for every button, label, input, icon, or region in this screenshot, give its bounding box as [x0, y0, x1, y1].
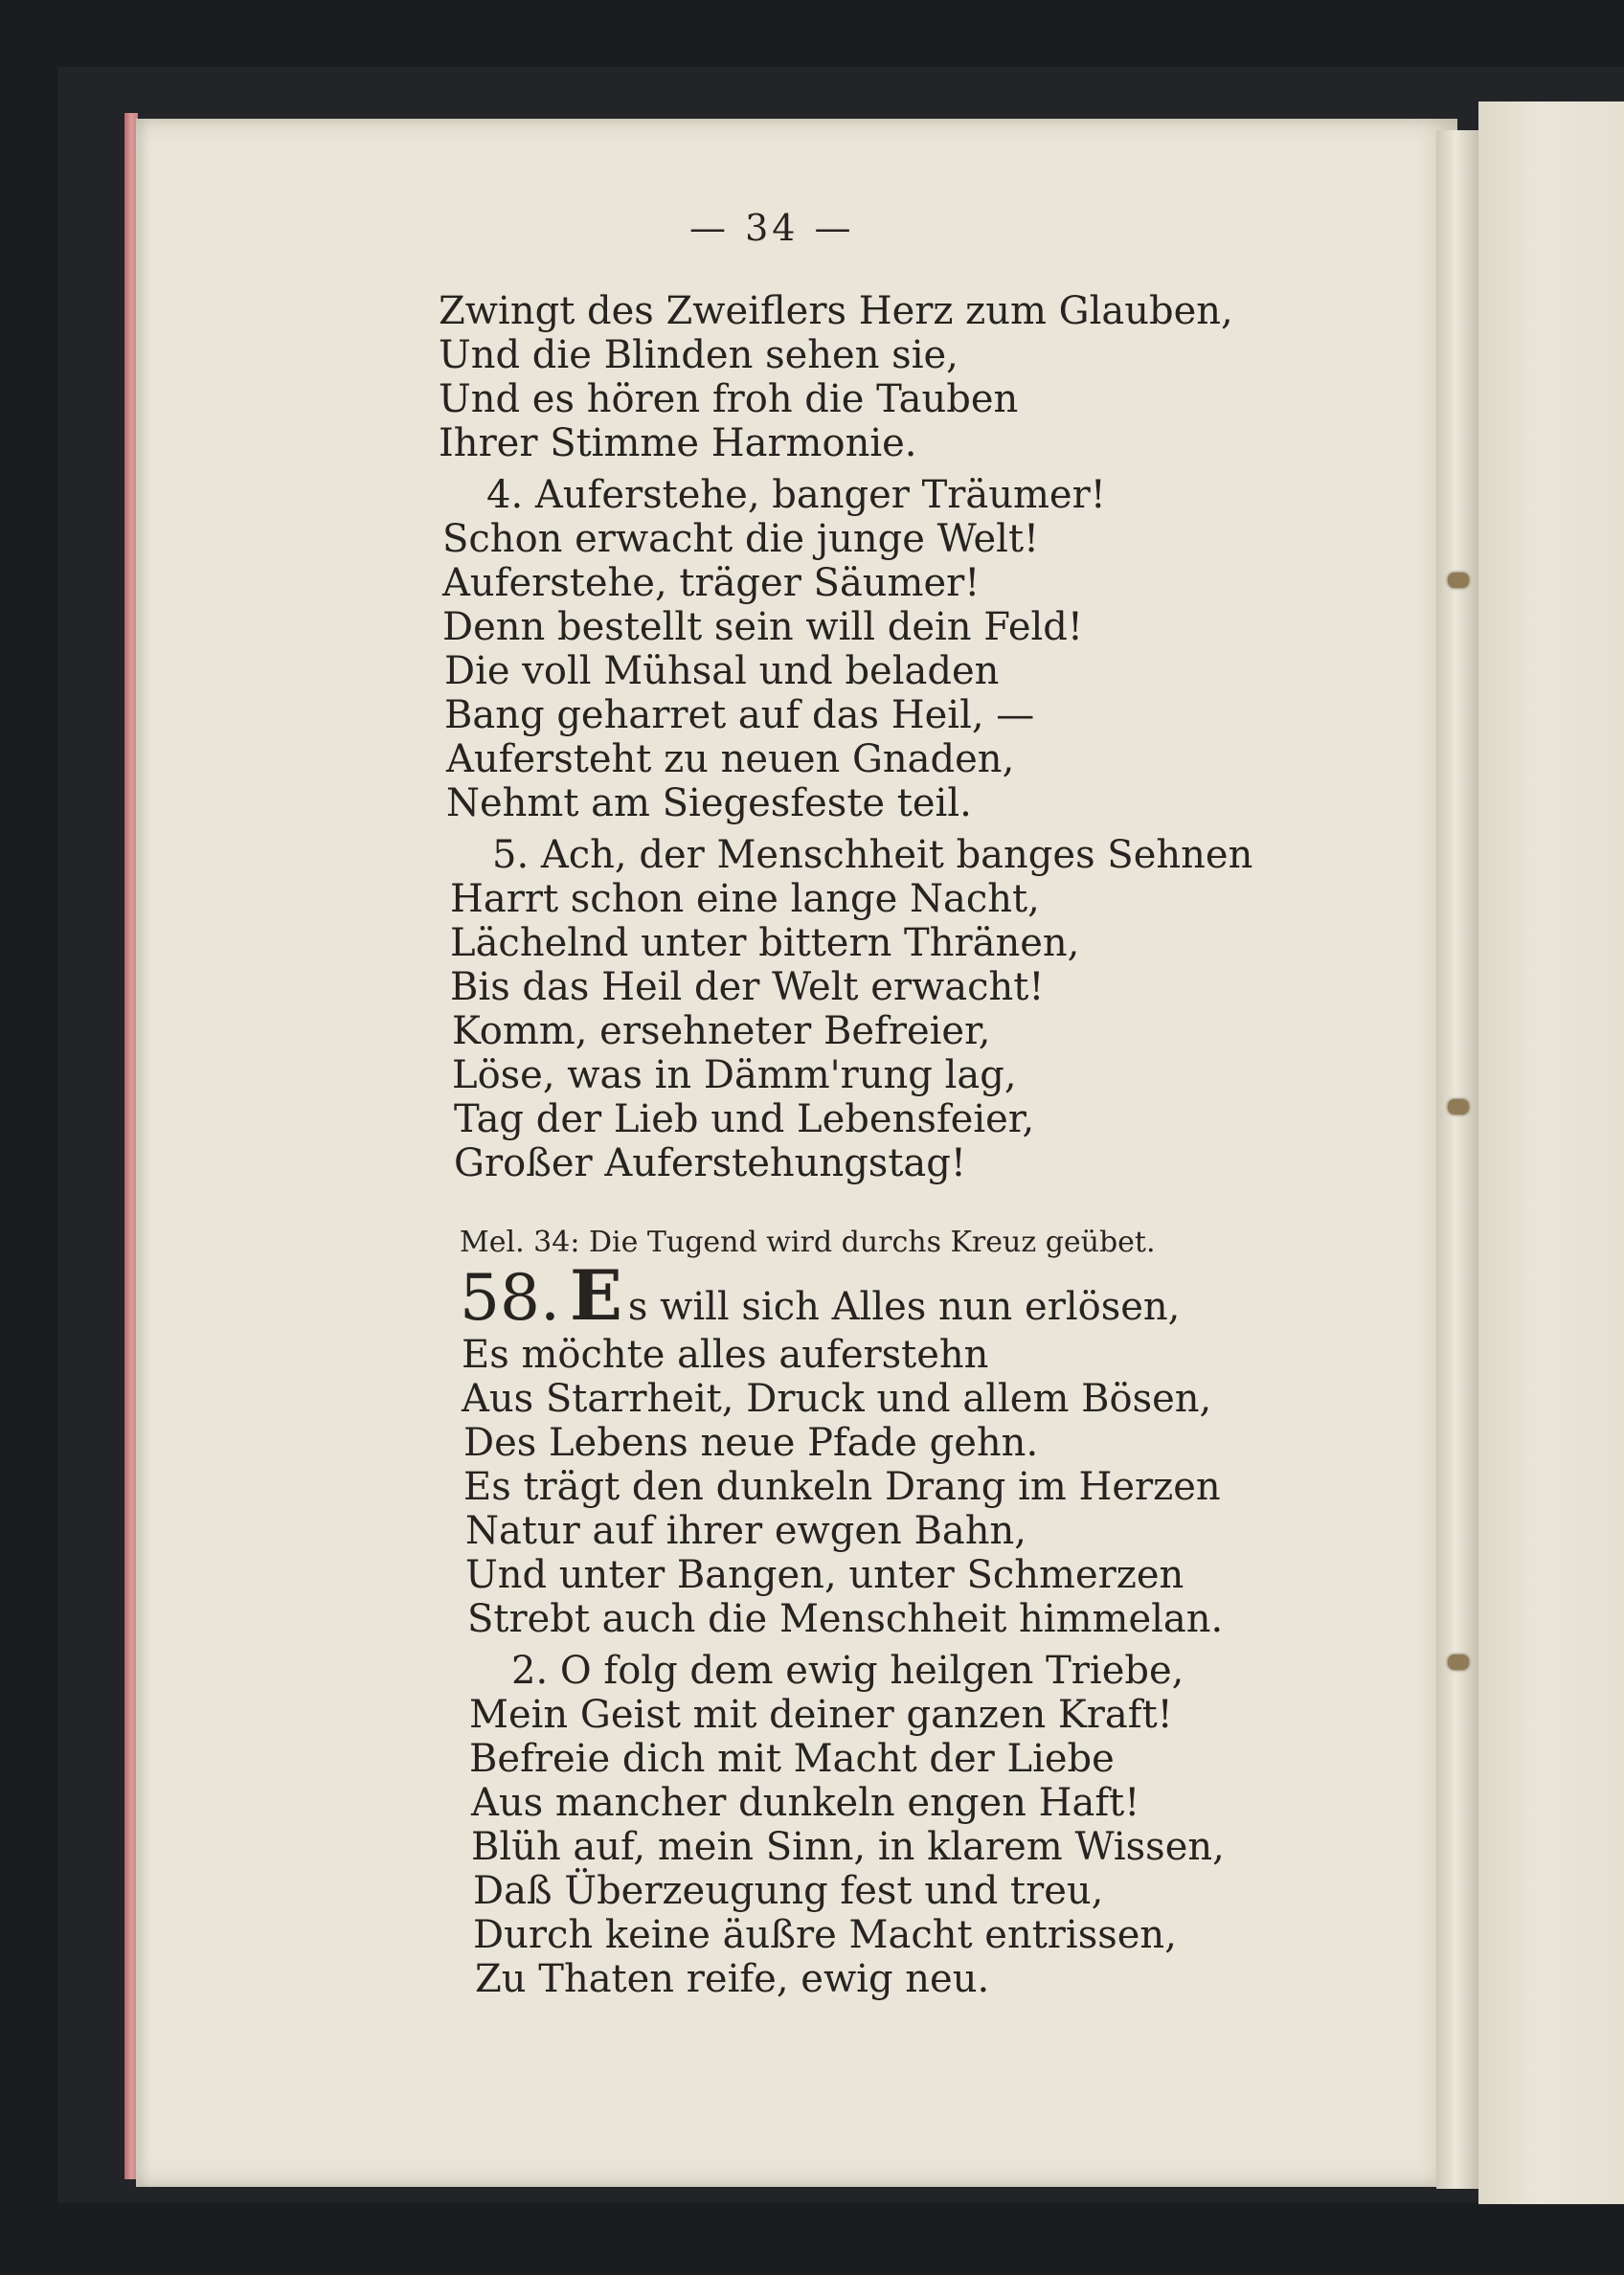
verse-line: Schon erwacht die junge Welt! — [442, 517, 1040, 561]
verse-line: Zu Thaten reife, ewig neu. — [475, 1957, 990, 2001]
verse-line: Löse, was in Dämm'rung lag, — [452, 1053, 1017, 1097]
verse-line: 4. Auferstehe, banger Träumer! — [486, 473, 1106, 517]
hymn-number: 58. — [460, 1261, 560, 1335]
verse-line: Strebt auch die Menschheit himmelan. — [467, 1597, 1224, 1641]
verse-line: Es trägt den dunkeln Drang im Herzen — [463, 1465, 1221, 1509]
verse-line: Bis das Heil der Welt erwacht! — [450, 965, 1045, 1009]
verse-line: Die voll Mühsal und beladen — [444, 649, 1000, 693]
verse-line: Und es hören froh die Tauben — [439, 377, 1019, 421]
verse-line: Lächelnd unter bittern Thränen, — [450, 921, 1080, 965]
verse-line: Und die Blinden sehen sie, — [439, 333, 959, 377]
verse-line: Ihrer Stimme Harmonie. — [439, 421, 917, 465]
verse-line: Auferstehe, träger Säumer! — [442, 561, 981, 605]
page-number: — 34 — — [689, 207, 855, 249]
verse-line: Harrt schon eine lange Nacht, — [450, 877, 1040, 921]
verse-line: Durch keine äußre Macht entrissen, — [473, 1913, 1177, 1957]
verse-line: Tag der Lieb und Lebensfeier, — [454, 1097, 1035, 1141]
verse-line: 5. Ach, der Menschheit banges Sehnen — [492, 833, 1253, 877]
verse-line: Befreie dich mit Macht der Liebe — [469, 1737, 1115, 1781]
verse-line: Natur auf ihrer ewgen Bahn, — [465, 1509, 1026, 1553]
verse-line: Aus Starrheit, Druck und allem Bösen, — [462, 1377, 1212, 1421]
verse-line: Daß Überzeugung fest und treu, — [473, 1869, 1104, 1913]
verse-line: Mein Geist mit deiner ganzen Kraft! — [469, 1693, 1173, 1737]
verse-line: Blüh auf, mein Sinn, in klarem Wissen, — [471, 1825, 1225, 1869]
verse-line: Komm, ersehneter Befreier, — [452, 1009, 991, 1053]
hymn-first-line — [460, 1254, 1181, 1336]
verse-line: 2. O folg dem ewig heilgen Triebe, — [511, 1649, 1184, 1693]
verse-line: Es möchte alles auferstehn — [462, 1333, 989, 1377]
verse-line: Und unter Bangen, unter Schmerzen — [465, 1553, 1184, 1597]
verse-line: Aus mancher dunkeln engen Haft! — [471, 1781, 1140, 1825]
verse-line: Denn bestellt sein will dein Feld! — [442, 605, 1083, 649]
verse-line: Des Lebens neue Pfade gehn. — [463, 1421, 1039, 1465]
melody-reference: Mel. 34: Die Tugend wird durchs Kreuz geübet. — [460, 1226, 1156, 1259]
verse-line: Aufersteht zu neuen Gnaden, — [446, 737, 1015, 781]
hymn-first-line-text: s will sich Alles nun erlösen, — [627, 1285, 1181, 1329]
verse-line: Nehmt am Siegesfeste teil. — [446, 781, 972, 825]
verse-line: Zwingt des Zweiflers Herz zum Glauben, — [439, 289, 1233, 333]
verse-line: Bang geharret auf das Heil, — — [444, 693, 1035, 737]
verse-line: Großer Auferstehungstag! — [454, 1141, 966, 1185]
drop-initial: E — [569, 1254, 622, 1336]
